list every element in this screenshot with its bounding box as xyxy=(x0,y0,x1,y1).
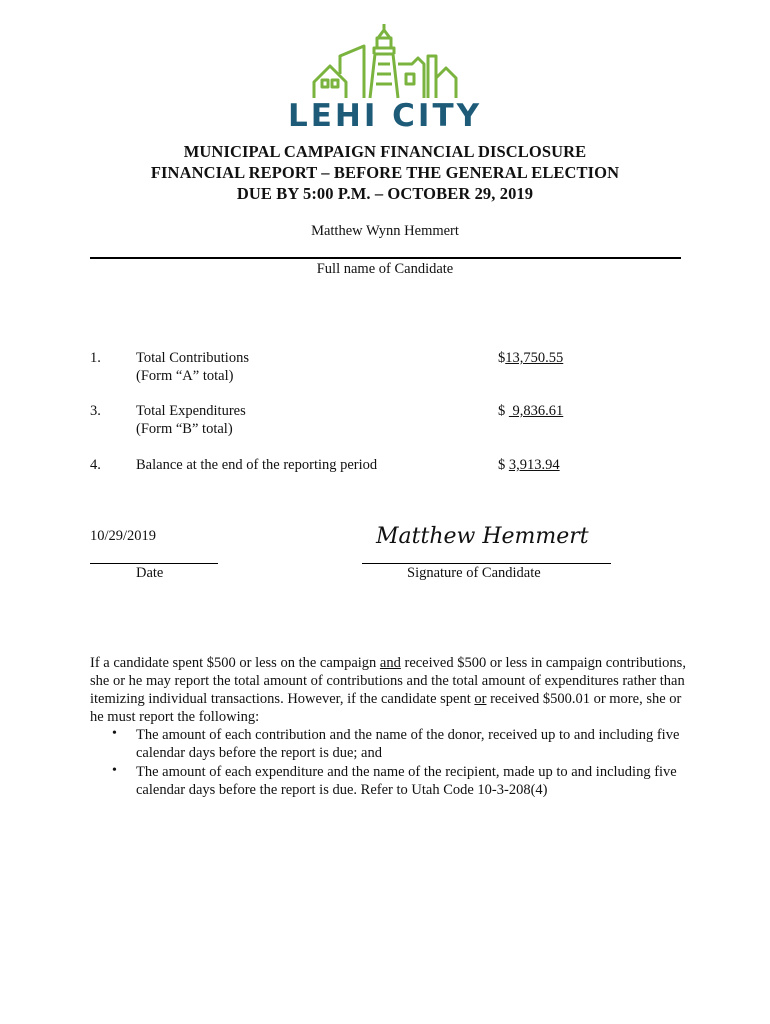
date-caption: Date xyxy=(136,565,164,581)
item-amount: $ 9,836.61 xyxy=(498,403,564,419)
form-title-line-1: MUNICIPAL CAMPAIGN FINANCIAL DISCLOSURE xyxy=(183,142,587,161)
instructions-paragraph: If a candidate spent $500 or less on the campaign and received $500 or less in campaign contributions, she or he may report the total amount of contributions and the total amount of expenditures rather than itemizing individual transactions. However, if the candidate spent or received $500.01 or more, she or he must report the following: xyxy=(90,655,686,725)
lehi-city-logo-icon xyxy=(286,18,486,100)
item-amount: $13,750.55 xyxy=(498,350,564,366)
bullet-icon: • xyxy=(112,726,117,741)
item-sublabel: (Form “B” total) xyxy=(136,421,233,437)
instruction-bullet: The amount of each contribution and the name of the donor, received up to and including five calendar days before the report is due; and xyxy=(136,727,680,761)
item-number: 4. xyxy=(90,457,101,473)
form-title-line-3: DUE BY 5:00 P.M. – OCTOBER 29, 2019 xyxy=(236,184,534,203)
date-line xyxy=(90,563,218,564)
candidate-name-caption: Full name of Candidate xyxy=(316,261,454,277)
item-amount: $ 3,913.94 xyxy=(498,457,560,473)
logo-wordmark: LEHI CITY xyxy=(287,98,483,134)
item-number: 1. xyxy=(90,350,101,366)
date-value: 10/29/2019 xyxy=(90,528,157,544)
item-label: Balance at the end of the reporting period xyxy=(136,457,378,473)
item-label: Total Expenditures xyxy=(136,403,246,419)
bullet-icon: • xyxy=(112,763,117,778)
instruction-bullet: The amount of each expenditure and the name of the recipient, made up to and including five calendar days before the report is due. Refer to Utah Code 10-3-208(4) xyxy=(136,764,677,798)
signature-caption: Signature of Candidate xyxy=(407,565,541,581)
candidate-name: Matthew Wynn Hemmert xyxy=(311,223,459,239)
item-sublabel: (Form “A” total) xyxy=(136,368,234,384)
item-label: Total Contributions xyxy=(136,350,249,366)
candidate-signature: Matthew Hemmert xyxy=(376,524,589,549)
candidate-name-line xyxy=(90,257,681,259)
signature-line xyxy=(362,563,611,564)
form-title-line-2: FINANCIAL REPORT – BEFORE THE GENERAL ELECTION xyxy=(150,163,620,182)
item-number: 3. xyxy=(90,403,101,419)
